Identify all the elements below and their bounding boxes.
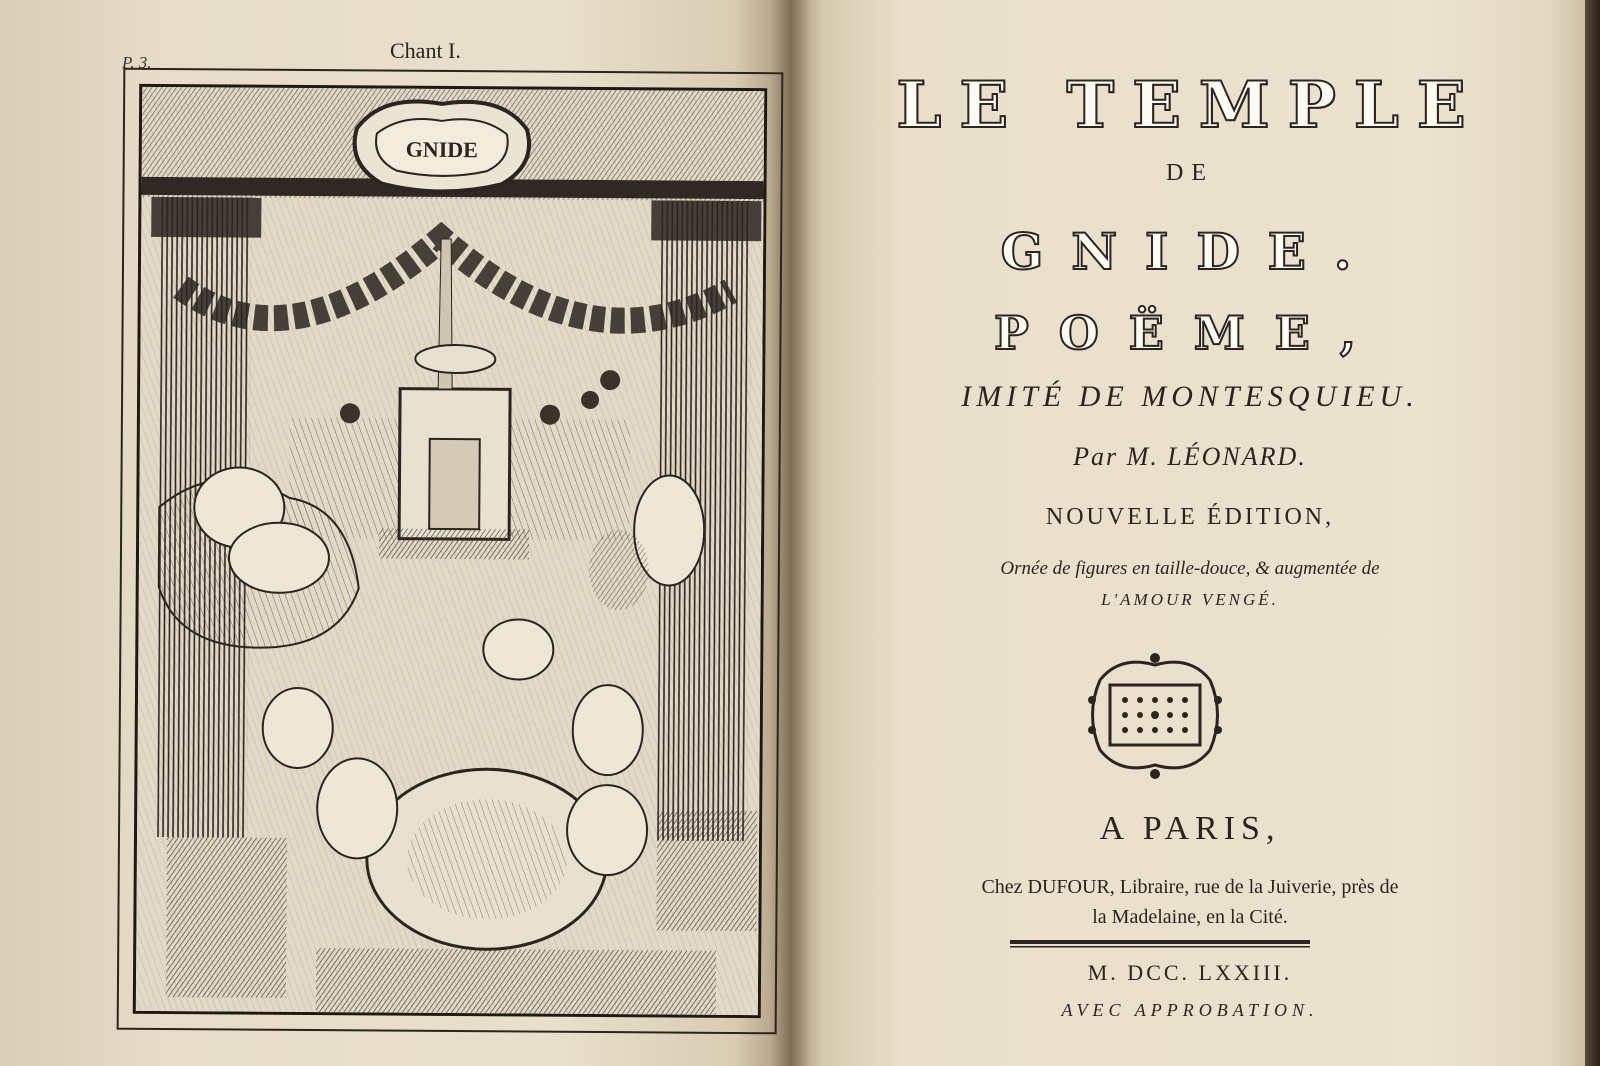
frontispiece-plate [117,68,784,1035]
imprint-line-1: Chez DUFOUR, Libraire, rue de la Juiverie, près de [981,876,1399,898]
left-page [0,0,790,1066]
imprint-city: A PARIS, [1099,810,1281,847]
cover-edge [1585,0,1600,1066]
imprint-publisher [830,872,1550,932]
author-line: Par M. LÉONARD. [1073,442,1307,471]
description-line-1: Ornée de figures en taille-douce, & augmentée de [1000,558,1380,579]
imprint-line-2: la Madelaine, en la Cité. [1092,906,1288,928]
title-gnide: GNIDE. [1000,222,1380,281]
imitation-line: IMITÉ DE MONTESQUIEU. [961,380,1419,413]
printers-ornament [1080,650,1230,780]
cartouche-label: GNIDE [405,136,478,163]
genre-line: POËME, [994,306,1386,360]
frontispiece-engraving [133,84,767,1018]
title-main: LE TEMPLE [896,68,1484,143]
plate-reference: P. 3. [122,53,152,72]
edition-line: NOUVELLE ÉDITION, [1045,504,1335,530]
book-gutter [770,0,810,1066]
publication-year: M. DCC. LXXIII. [1087,960,1293,985]
description-line-2: L'AMOUR VENGÉ. [1101,590,1279,609]
running-head: Chant I. [390,38,461,63]
double-rule [1010,940,1310,948]
engraving-illustration [136,87,767,1018]
approval-line: AVEC APPROBATION. [1061,1000,1319,1020]
title-de: DE [1166,160,1214,186]
